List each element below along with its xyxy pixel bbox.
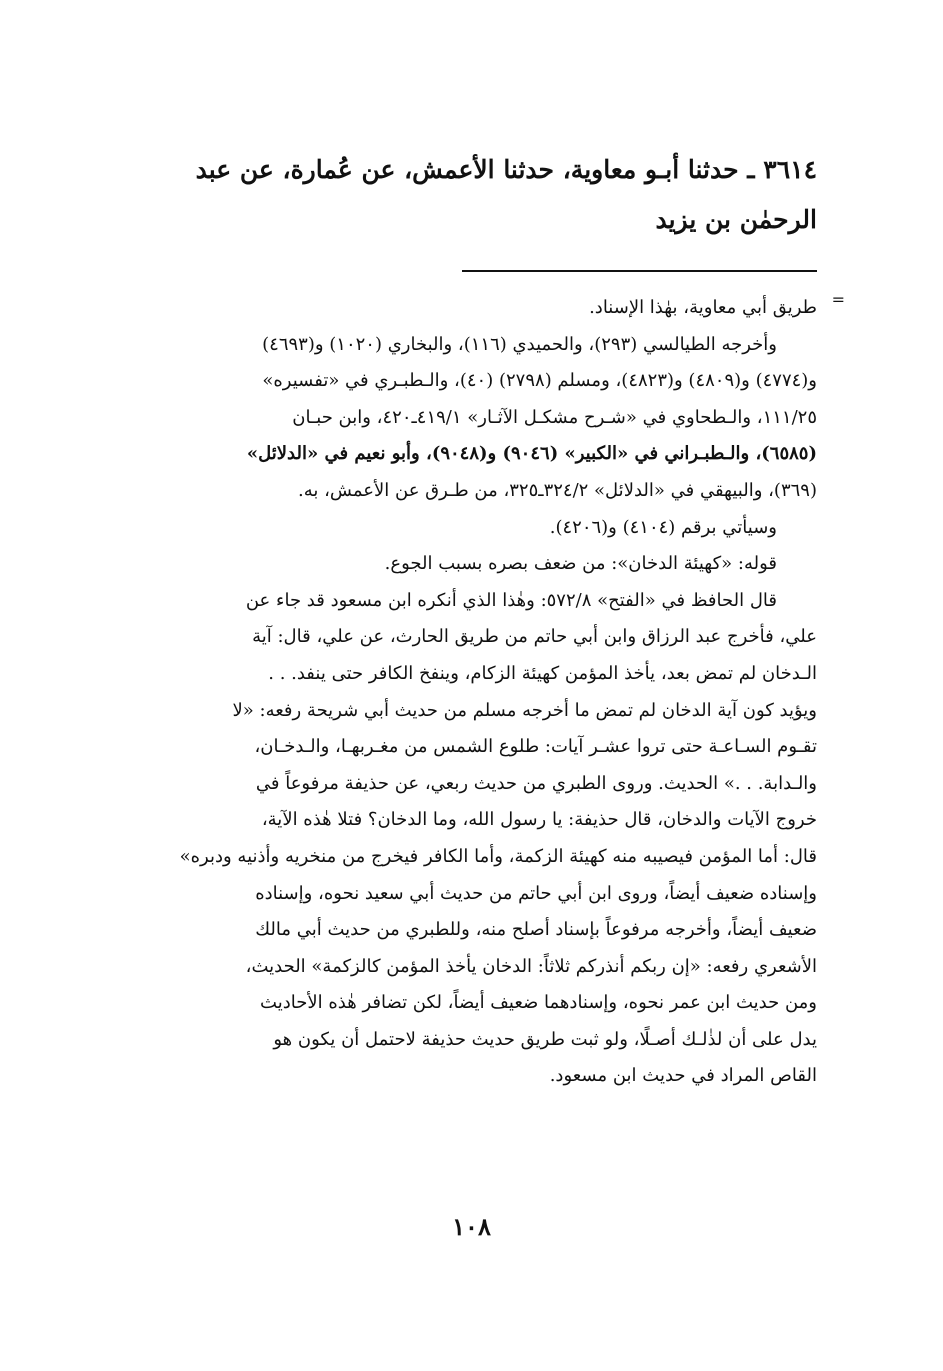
footnote-line: ويؤيد كون آية الدخان لم تمض ما أخرجه مسلم من حديث أبي شريحة رفعه: «لا xyxy=(232,699,817,721)
footnote-line: الأشعري رفعه: «إن ربكم أنذركم ثلاثاً: الدخان يأخذ المؤمن كالزكمة» الحديث، xyxy=(245,955,817,977)
hadith-line: ٣٦١٤ ـ حدثنا أبـو معاوية، حدثنا الأعمش، عن عُمارة، عن عبد xyxy=(195,155,817,184)
footnote-line: القاص المراد في حديث ابن مسعود. xyxy=(549,1065,817,1087)
footnote-separator xyxy=(462,270,817,272)
footnote-line: وإسناده ضعيف أيضاً، وروى ابن أبي حاتم من حديث أبي سعيد نحوه، وإسناده xyxy=(255,882,817,904)
page-number: ١٠٨ xyxy=(452,1212,491,1241)
footnote-line: ضعيف أيضاً، وأخرجه مرفوعاً بإسناد أصلح منه، وللطبري من حديث أبي مالك xyxy=(255,919,817,941)
footnote-line: ١١١/٢٥، والـطحاوي في «شـرح مشكـل الآثـار» ٤١٩/١ـ٤٢٠، وابن حبـان xyxy=(292,406,817,428)
footnote-line: الـدخان لم تمض بعد، يأخذ المؤمن كهيئة الزكام، وينفخ الكافر حتى ينفد. . . xyxy=(268,662,817,684)
footnote-line: (٣٦٩)، والبيهقي في «الدلائل» ٣٢٤/٢ـ٣٢٥، من طـرق عن الأعمش، به. xyxy=(298,479,817,501)
page-body xyxy=(105,145,845,1095)
hadith-text xyxy=(105,145,817,245)
footnote-line: يدل على أن لذٰلـك أصـلًا، ولو ثبت طريق حديث حذيفة لاحتمل أن يكون هو xyxy=(273,1028,817,1050)
footnote-line: طريق أبي معاوية، بهٰذا الإسناد. xyxy=(589,297,817,318)
hadith-line: الرحمٰن بن يزيد xyxy=(655,205,817,234)
footnote-line: والـدابة. . .» الحديث. وروى الطبري من حديث ربعي، عن حذيفة مرفوعاً في xyxy=(255,772,817,794)
footnote-line: وسيأتي برقم (٤١٠٤) و(٤٢٠٦). xyxy=(549,516,777,538)
footnote-line: قوله: «كهيئة الدخان»: من ضعف بصره بسبب الجوع. xyxy=(384,553,777,575)
continuation-marker: = xyxy=(831,290,845,309)
footnote-line: (٦٥٨٥)، والـطبـراني في «الكبير» (٩٠٤٦) و(٩٠٤٨)، وأبو نعيم في «الدلائل» xyxy=(246,443,817,465)
footnote-line: قال: أما المؤمن فيصيبه منه كهيئة الزكمة، وأما الكافر فيخرج من منخريه وأذنيه ودبره» xyxy=(179,845,817,867)
footnote-line: علي، فأخرج عبد الرزاق وابن أبي حاتم من طريق الحارث، عن علي، قال: آية xyxy=(252,626,817,648)
footnote-line: تقـوم السـاعـة حتى تروا عشـر آيات: طلوع الشمس من مغـربهـا، والـدخـان، xyxy=(254,736,817,758)
footnote-line: قال الحافظ في «الفتح» ٥٧٢/٨: وهٰذا الذي أنكره ابن مسعود قد جاء عن xyxy=(245,589,777,611)
footnotes xyxy=(105,290,845,1095)
footnote-line: و(٤٧٧٤) و(٤٨٠٩) و(٤٨٢٣)، ومسلم (٢٧٩٨) (٤٠)، والـطبـري في «تفسيره» xyxy=(262,370,817,392)
footnote-line: ومن حديث ابن عمر نحوه، وإسنادهما ضعيف أيضاً، لكن تضافر هٰذه الأحاديث xyxy=(260,992,817,1014)
footnote-line: وأخرجه الطيالسي (٢٩٣)، والحميدي (١١٦)، والبخاري (١٠٢٠) و(٤٦٩٣) xyxy=(262,333,777,355)
footnote-line: خروج الآيات والدخان، قال حذيفة: يا رسول الله، وما الدخان؟ فتلا هٰذه الآية، xyxy=(261,809,817,831)
